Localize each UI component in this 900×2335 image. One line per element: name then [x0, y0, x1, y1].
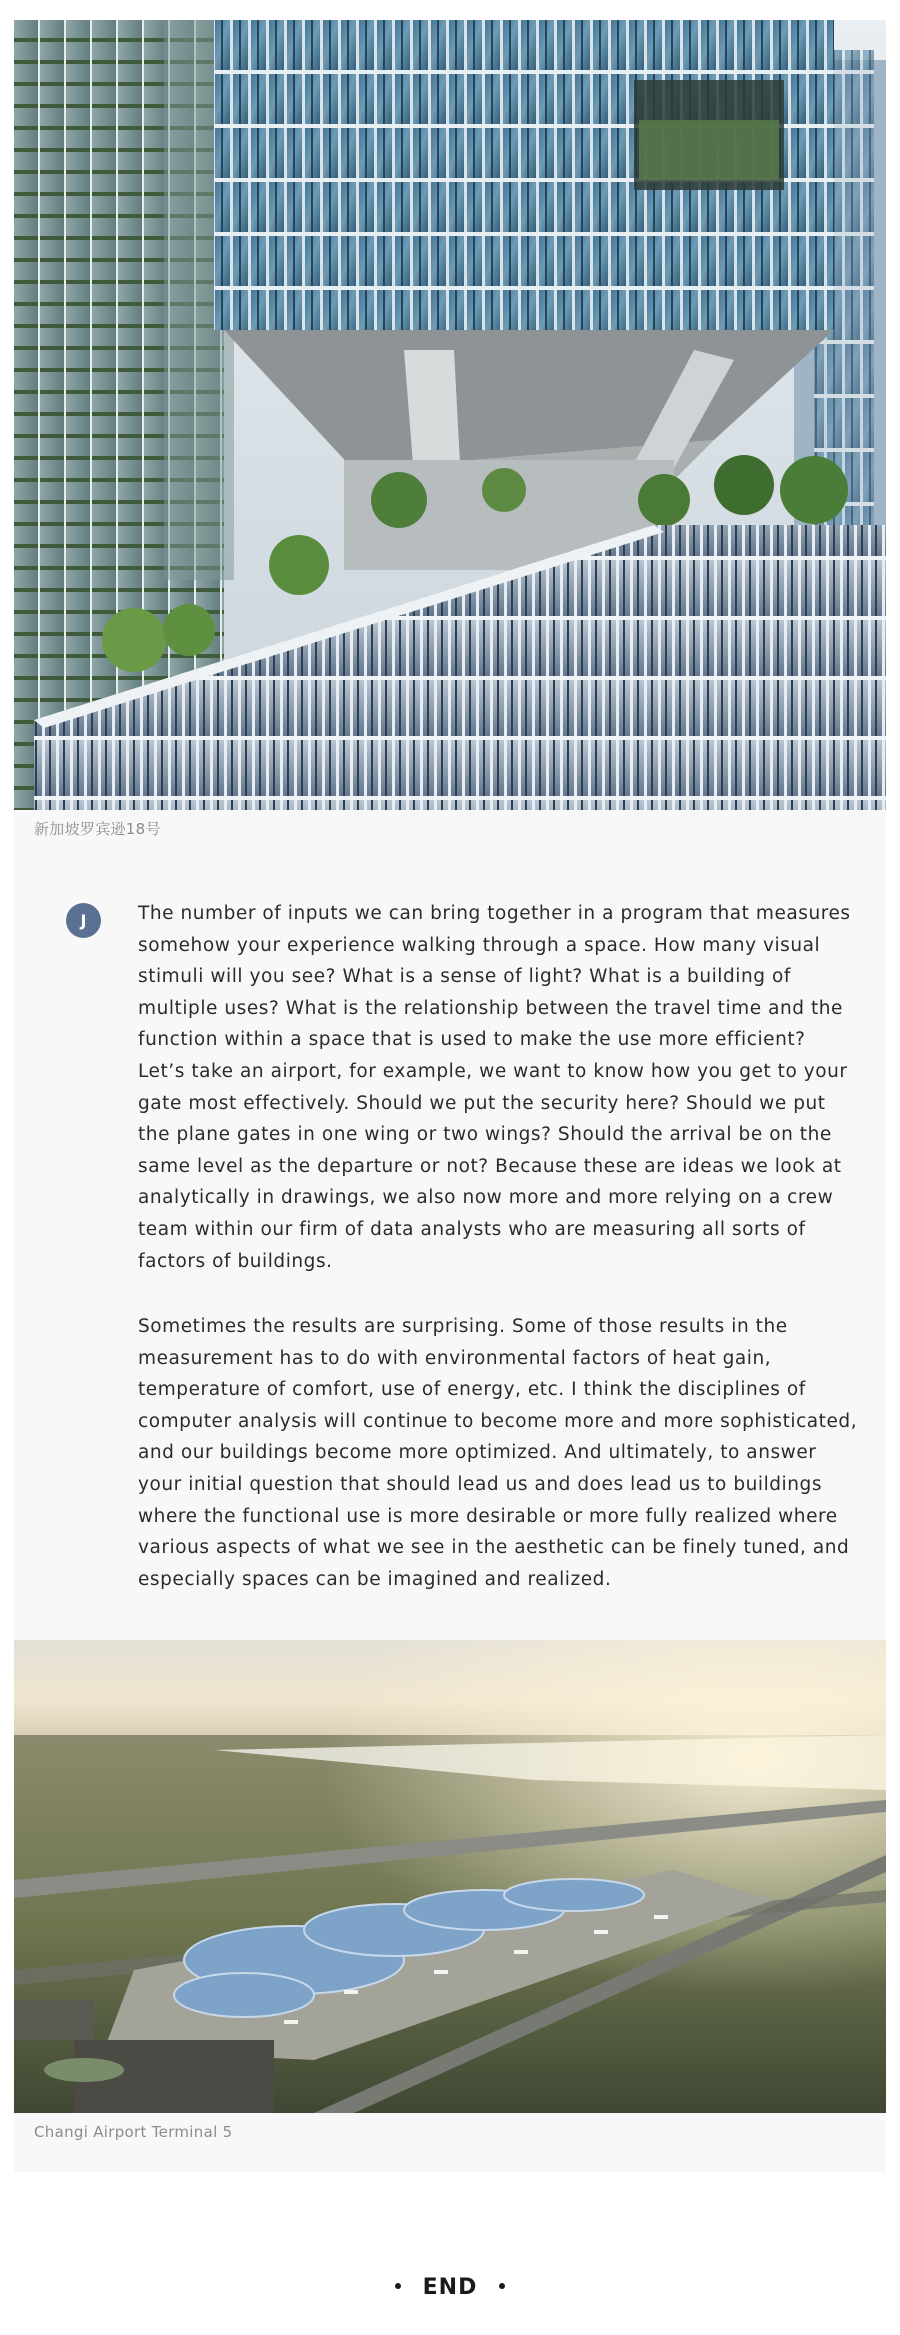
airport-photo-illustration — [14, 1640, 886, 2113]
building-photo[interactable] — [14, 20, 886, 810]
end-label: END — [422, 2275, 478, 2300]
airport-photo-caption: Changi Airport Terminal 5 — [34, 2123, 233, 2141]
airport-photo[interactable] — [14, 1640, 886, 2113]
author-avatar: J — [66, 903, 101, 938]
end-marker — [0, 2275, 900, 2300]
end-dot-right — [499, 2283, 505, 2289]
building-photo-illustration — [14, 20, 886, 810]
end-dot-left — [395, 2283, 401, 2289]
interview-paragraph: Sometimes the results are surprising. Some of those results in the measurement has to do with environmental factors of heat gain, temperature of comfort, use of energy, etc. I think the disciplines of computer analysis will continue to become more and more sophisticated, and our buildings become more optimized. And ultimately, to answer your initial question that should lead us and does lead us to buildings where the functional use is more desirable or more fully realized where various aspects of what we see in the aesthetic can be finely tuned, and especially spaces can be imagined and realized. — [138, 1316, 858, 1590]
building-photo-caption: 新加坡罗宾逊18号 — [34, 820, 161, 838]
interview-paragraph: The number of inputs we can bring together in a program that measures somehow your experience walking through a space. How many visual stimuli will you see? What is a sense of light? What is a building of multiple uses? What is the relationship between the travel time and the function within a space that is used to make the use more efficient? Let’s take an airport, for example, we want to know how you get to your gate most effectively. Should we put the security here? Should we put the plane gates in one wing or two wings? Should the arrival be on the same level as the departure or not? Because these are ideas we look at analytically in drawings, we also now more and more relying on a crew team within our firm of data analysts who are measuring all sorts of factors of buildings. — [138, 903, 851, 1272]
